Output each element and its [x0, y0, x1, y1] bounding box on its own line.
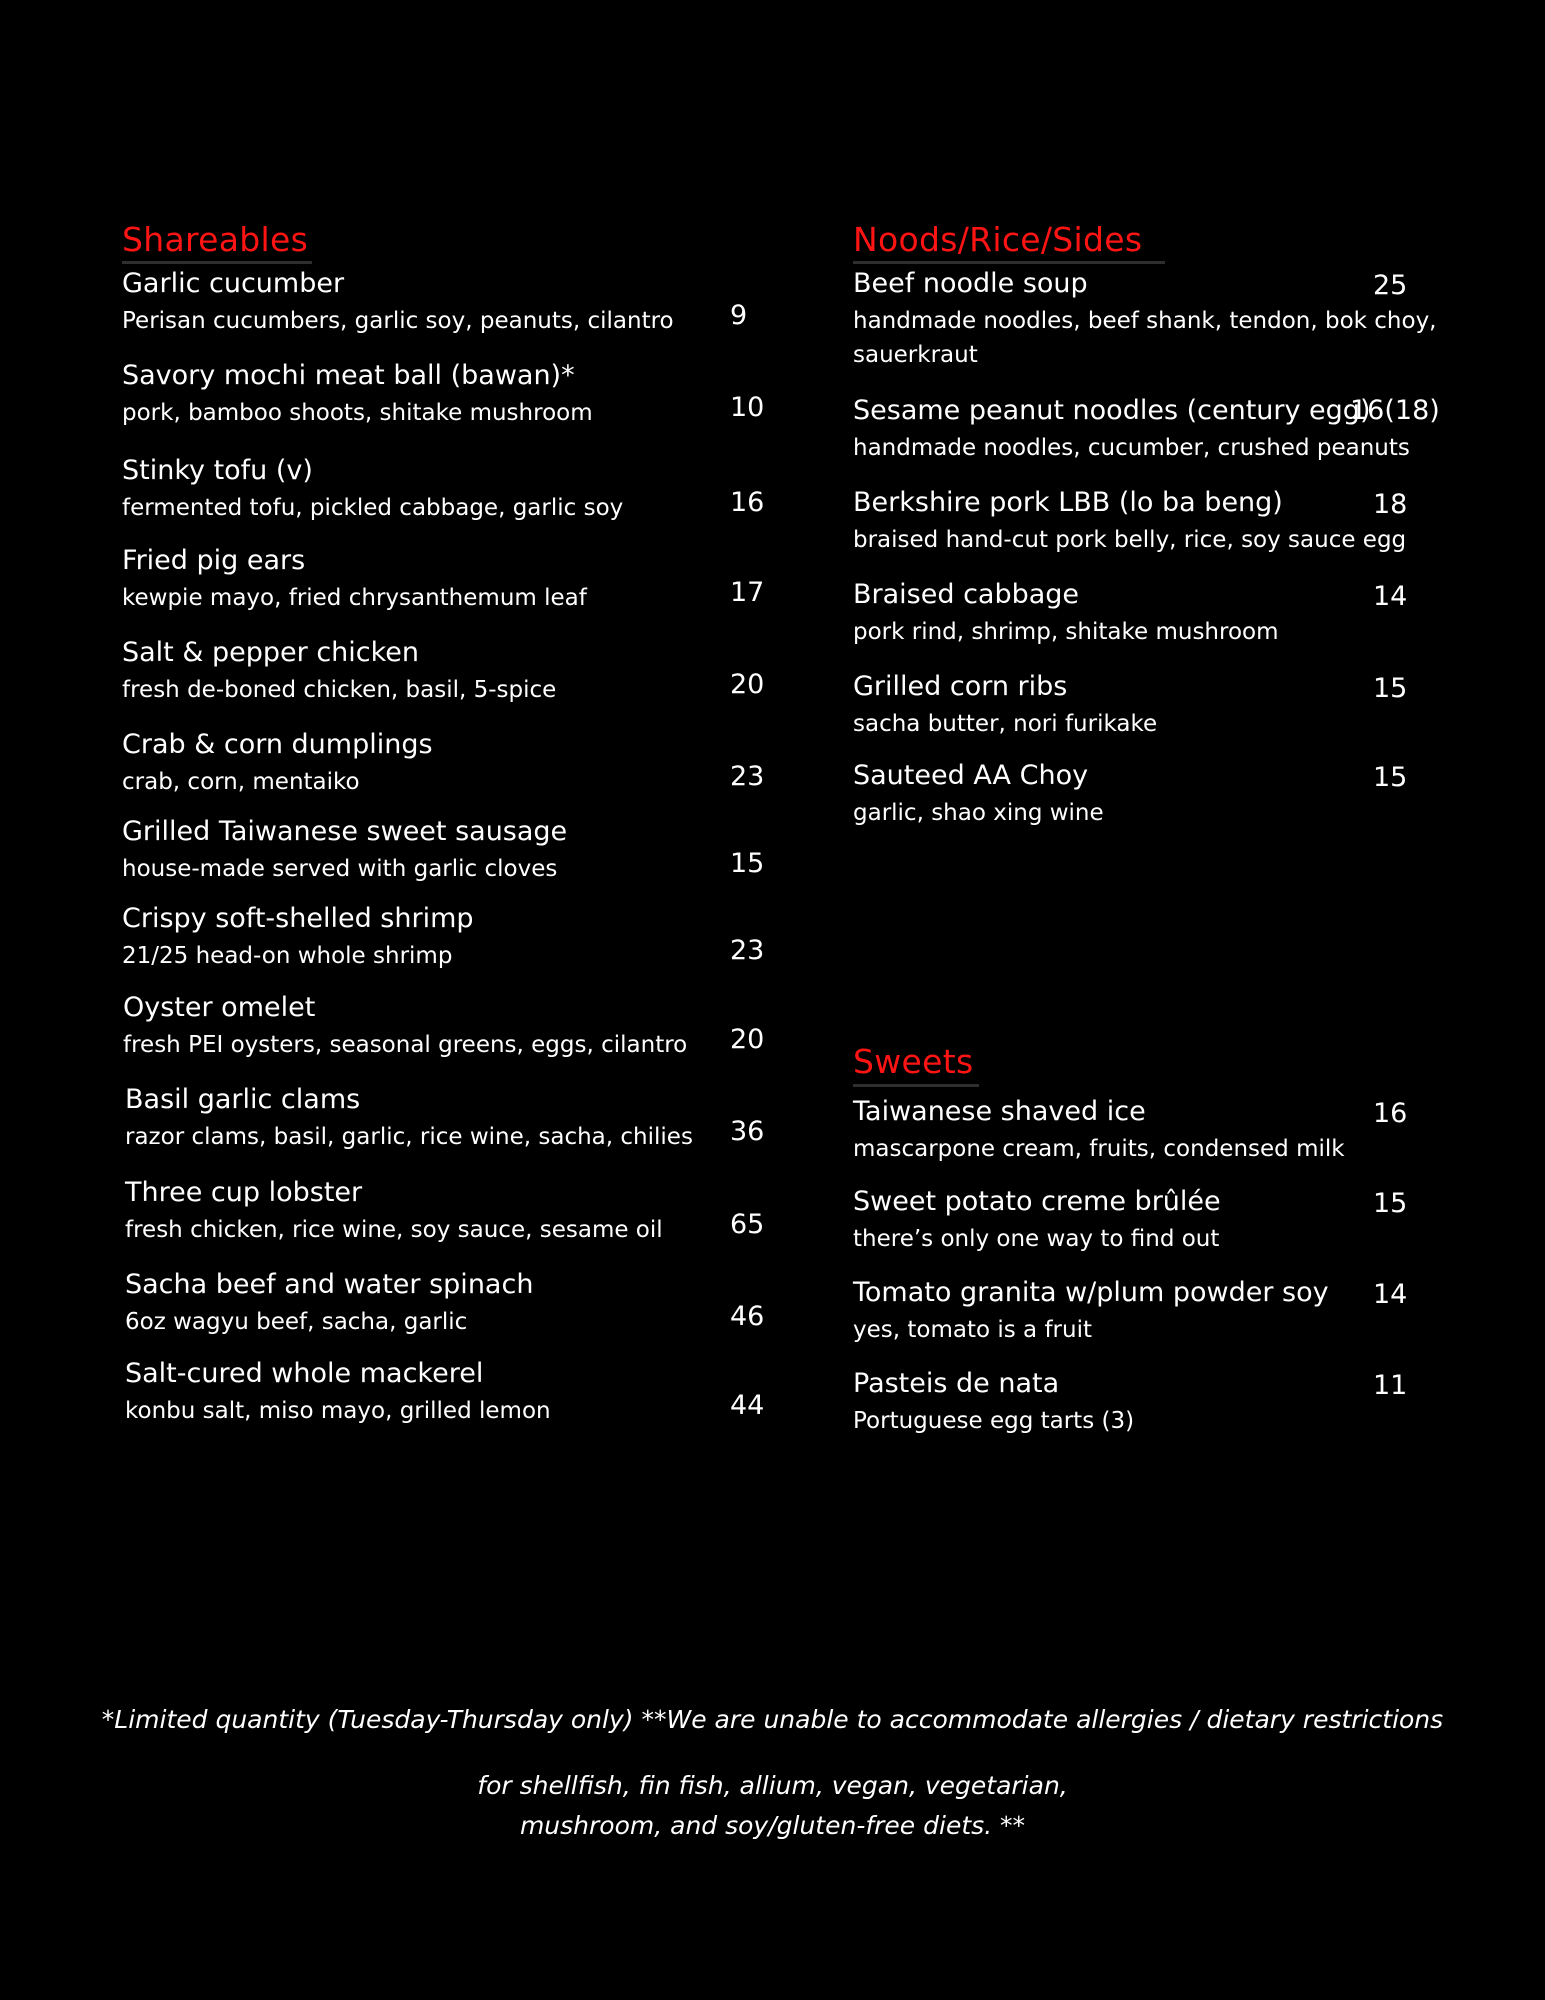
menu-item-name: Three cup lobster	[125, 1177, 363, 1208]
section-rule	[122, 261, 312, 264]
menu-item-price: 10	[730, 392, 765, 423]
section-title-noods: Noods/Rice/Sides	[853, 220, 1143, 259]
menu-item-price: 15	[1373, 1188, 1408, 1219]
menu-item-description: kewpie mayo, fried chrysanthemum leaf	[122, 585, 587, 611]
menu-item-name: Sacha beef and water spinach	[125, 1269, 534, 1300]
menu-item-description: Perisan cucumbers, garlic soy, peanuts, cilantro	[122, 308, 674, 334]
menu-item-name: Salt & pepper chicken	[122, 637, 420, 668]
menu-item-price: 15	[1373, 762, 1408, 793]
menu-item-name: Berkshire pork LBB (lo ba beng)	[853, 487, 1283, 518]
menu-item-description: garlic, shao xing wine	[853, 800, 1104, 826]
menu-item-description: razor clams, basil, garlic, rice wine, sacha, chilies	[125, 1124, 693, 1150]
menu-item-price: 15	[1373, 673, 1408, 704]
menu-item-description: pork rind, shrimp, shitake mushroom	[853, 619, 1279, 645]
footer-note-3: mushroom, and soy/gluten-free diets. **	[519, 1811, 1026, 1840]
menu-item-name: Stinky tofu (v)	[122, 455, 313, 486]
menu-item-description: there’s only one way to find out	[853, 1226, 1220, 1252]
menu-item-name: Beef noodle soup	[853, 268, 1088, 299]
menu-item-name: Sweet potato creme brûlée	[853, 1186, 1221, 1217]
menu-item-description-continued: sauerkraut	[853, 342, 978, 368]
menu-item-price: 18	[1373, 489, 1408, 520]
section-rule	[853, 261, 1165, 264]
menu-item-description: fresh chicken, rice wine, soy sauce, sesame oil	[125, 1217, 663, 1243]
menu-item-description: braised hand-cut pork belly, rice, soy sauce egg	[853, 527, 1407, 553]
menu-item-price: 20	[730, 669, 765, 700]
menu-item-description: pork, bamboo shoots, shitake mushroom	[122, 400, 593, 426]
menu-item-name: Grilled corn ribs	[853, 671, 1068, 702]
menu-item-price: 14	[1373, 1279, 1408, 1310]
menu-item-price: 16(18)	[1350, 395, 1440, 426]
menu-item-description: house-made served with garlic cloves	[122, 856, 558, 882]
menu-item-price: 20	[730, 1024, 765, 1055]
menu-item-price: 36	[730, 1116, 765, 1147]
menu-item-name: Basil garlic clams	[125, 1084, 361, 1115]
footer-note-1: *Limited quantity (Tuesday-Thursday only) **We are unable to accommodate allergies / dietary restrictions	[101, 1705, 1444, 1734]
menu-item-price: 23	[730, 761, 765, 792]
menu-item-name: Sesame peanut noodles (century egg)	[853, 395, 1371, 426]
menu-item-name: Crispy soft-shelled shrimp	[122, 903, 474, 934]
menu-item-price: 15	[730, 848, 765, 879]
menu-item-description: fresh de-boned chicken, basil, 5-spice	[122, 677, 557, 703]
menu-item-price: 11	[1373, 1370, 1408, 1401]
section-title-shareables: Shareables	[122, 220, 309, 259]
menu-item-description: konbu salt, miso mayo, grilled lemon	[125, 1398, 551, 1424]
menu-item-description: Portuguese egg tarts (3)	[853, 1408, 1135, 1434]
menu-item-price: 9	[730, 300, 748, 331]
menu-item-name: Oyster omelet	[123, 992, 316, 1023]
menu-item-description: 21/25 head-on whole shrimp	[122, 943, 453, 969]
menu-item-price: 14	[1373, 581, 1408, 612]
menu-item-name: Fried pig ears	[122, 545, 306, 576]
menu-item-name: Braised cabbage	[853, 579, 1080, 610]
menu-item-name: Tomato granita w/plum powder soy	[853, 1277, 1329, 1308]
menu-item-price: 46	[730, 1301, 765, 1332]
menu-item-name: Savory mochi meat ball (bawan)*	[122, 360, 575, 391]
menu-item-price: 16	[730, 487, 765, 518]
menu-item-name: Crab & corn dumplings	[122, 729, 433, 760]
menu-item-name: Salt-cured whole mackerel	[125, 1358, 484, 1389]
menu-item-description: fresh PEI oysters, seasonal greens, eggs, cilantro	[123, 1032, 688, 1058]
section-rule	[853, 1084, 979, 1087]
menu-item-price: 44	[730, 1390, 765, 1421]
menu-item-price: 23	[730, 935, 765, 966]
menu-item-name: Sauteed AA Choy	[853, 760, 1089, 791]
menu-item-price: 17	[730, 577, 765, 608]
menu-item-name: Garlic cucumber	[122, 268, 345, 299]
menu-item-description: fermented tofu, pickled cabbage, garlic soy	[122, 495, 624, 521]
menu-item-name: Pasteis de nata	[853, 1368, 1060, 1399]
menu-item-name: Grilled Taiwanese sweet sausage	[122, 816, 568, 847]
menu-item-description: handmade noodles, beef shank, tendon, bok choy,	[853, 308, 1437, 334]
menu-item-price: 16	[1373, 1098, 1408, 1129]
menu-item-price: 25	[1373, 270, 1408, 301]
menu-item-description: mascarpone cream, fruits, condensed milk	[853, 1136, 1345, 1162]
menu-item-name: Taiwanese shaved ice	[853, 1096, 1146, 1127]
menu-item-description: 6oz wagyu beef, sacha, garlic	[125, 1309, 468, 1335]
footer-note-2: for shellfish, fin fish, allium, vegan, vegetarian,	[477, 1771, 1068, 1800]
menu-item-description: handmade noodles, cucumber, crushed peanuts	[853, 435, 1410, 461]
menu-item-description: sacha butter, nori furikake	[853, 711, 1158, 737]
menu-item-price: 65	[730, 1209, 765, 1240]
menu-item-description: yes, tomato is a fruit	[853, 1317, 1092, 1343]
menu-item-description: crab, corn, mentaiko	[122, 769, 360, 795]
section-title-sweets: Sweets	[853, 1042, 974, 1081]
